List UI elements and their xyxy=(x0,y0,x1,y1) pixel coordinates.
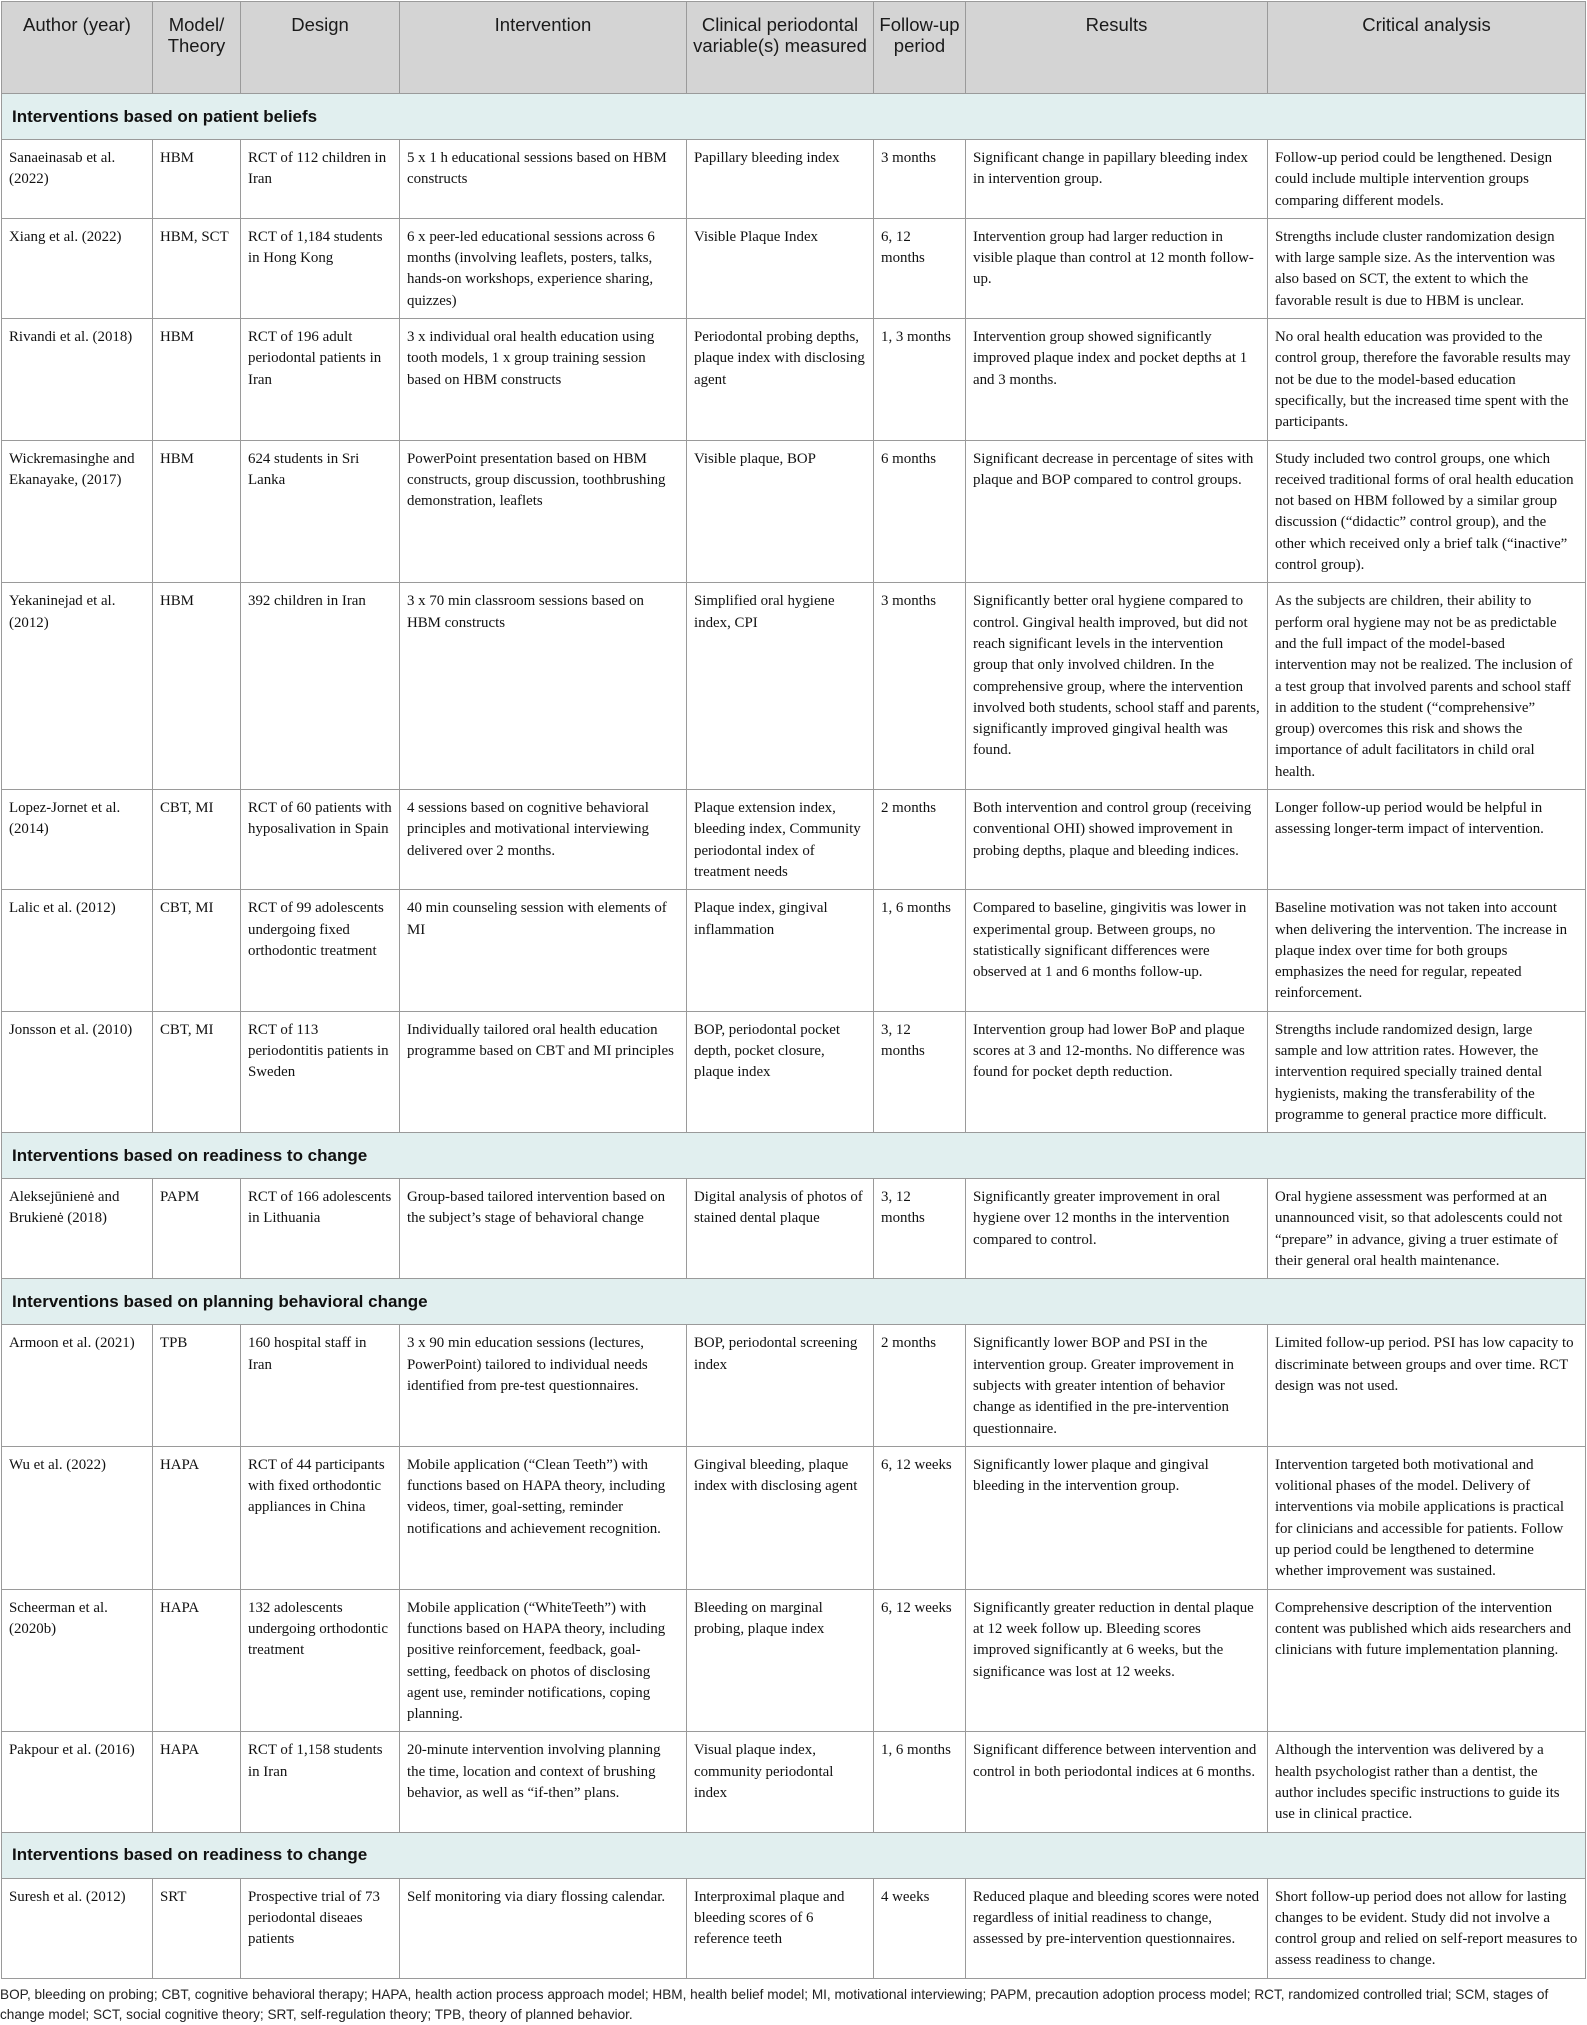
follow-up-cell: 1, 6 months xyxy=(874,890,966,1011)
intervention-cell: 3 x 90 min education sessions (lectures, PowerPoint) tailored to individual needs identified from pre-test questionnaires. xyxy=(400,1325,687,1446)
intervention-cell: 20-minute intervention involving planning the time, location and context of brushing behavior, as well as “if-then” plans. xyxy=(400,1732,687,1832)
results-cell: Significantly better oral hygiene compared to control. Gingival health improved, but did not reach significant levels in the intervention group that only involved children. In the comprehensive group, where the intervention involved both students, school staff and parents, significantly improved gingival health was found. xyxy=(966,583,1268,790)
variables-cell: Plaque index, gingival inflammation xyxy=(687,890,874,1011)
variables-cell: Interproximal plaque and bleeding scores of 6 reference teeth xyxy=(687,1878,874,1978)
table-header xyxy=(2,2,1586,94)
critical-analysis-cell: As the subjects are children, their ability to perform oral hygiene may not be as predictable and the full impact of the model-based intervention may not be realized. The inclusion of a test group that involved parents and school staff in addition to the student (“comprehensive” group) overcomes this risk and shows the importance of adult facilitators in child oral health. xyxy=(1268,583,1586,790)
design-cell: RCT of 99 adolescents undergoing fixed orthodontic treatment xyxy=(241,890,400,1011)
critical-analysis-cell: Study included two control groups, one which received traditional forms of oral health education not based on HBM followed by a similar group discussion (“didactic” control group), and the other which received only a brief talk (“inactive” control group). xyxy=(1268,440,1586,583)
critical-analysis-cell: Strengths include randomized design, large sample and low attrition rates. However, the intervention required specially trained dental hygienists, making the transferability of the programme to general practice more difficult. xyxy=(1268,1011,1586,1132)
model-cell: HBM, SCT xyxy=(153,218,241,318)
critical-analysis-cell: Longer follow-up period would be helpful in assessing longer-term impact of intervention. xyxy=(1268,790,1586,890)
col-header-design: Design xyxy=(241,2,400,94)
variables-cell: Gingival bleeding, plaque index with disclosing agent xyxy=(687,1446,874,1589)
author-cell: Sanaeinasab et al. (2022) xyxy=(2,140,153,219)
results-cell: Significant decrease in percentage of sites with plaque and BOP compared to control groups. xyxy=(966,440,1268,583)
section-header-row xyxy=(2,1279,1586,1325)
results-cell: Significantly greater reduction in dental plaque at 12 week follow up. Bleeding scores improved significantly at 6 weeks, but the significance was lost at 12 weeks. xyxy=(966,1589,1268,1732)
table-row xyxy=(2,790,1586,890)
results-cell: Significantly greater improvement in oral hygiene over 12 months in the intervention compared to control. xyxy=(966,1179,1268,1279)
follow-up-cell: 3, 12 months xyxy=(874,1179,966,1279)
design-cell: RCT of 166 adolescents in Lithuania xyxy=(241,1179,400,1279)
design-cell: 392 children in Iran xyxy=(241,583,400,790)
follow-up-cell: 2 months xyxy=(874,790,966,890)
variables-cell: Simplified oral hygiene index, CPI xyxy=(687,583,874,790)
design-cell: RCT of 44 participants with fixed orthodontic appliances in China xyxy=(241,1446,400,1589)
intervention-cell: 4 sessions based on cognitive behavioral principles and motivational interviewing delivered over 2 months. xyxy=(400,790,687,890)
col-header-author: Author (year) xyxy=(2,2,153,94)
results-cell: Intervention group had lower BoP and plaque scores at 3 and 12-months. No difference was found for pocket depth reduction. xyxy=(966,1011,1268,1132)
follow-up-cell: 6, 12 months xyxy=(874,218,966,318)
critical-analysis-cell: Comprehensive description of the intervention content was published which aids researchers and clinicians with future implementation planning. xyxy=(1268,1589,1586,1732)
author-cell: Lalic et al. (2012) xyxy=(2,890,153,1011)
table-row xyxy=(2,1325,1586,1446)
critical-analysis-cell: Short follow-up period does not allow for lasting changes to be evident. Study did not involve a control group and relied on self-report measures to assess readiness to change. xyxy=(1268,1878,1586,1978)
author-cell: Armoon et al. (2021) xyxy=(2,1325,153,1446)
col-header-clinical-variables: Clinical periodontal variable(s) measured xyxy=(687,2,874,94)
critical-analysis-cell: No oral health education was provided to the control group, therefore the favorable results may not be due to the model-based education specifically, but the increased time spent with the participants. xyxy=(1268,319,1586,440)
design-cell: 624 students in Sri Lanka xyxy=(241,440,400,583)
variables-cell: Plaque extension index, bleeding index, Community periodontal index of treatment needs xyxy=(687,790,874,890)
results-cell: Significantly lower plaque and gingival bleeding in the intervention group. xyxy=(966,1446,1268,1589)
critical-analysis-cell: Although the intervention was delivered by a health psychologist rather than a dentist, the author includes specific instructions to guide its use in clinical practice. xyxy=(1268,1732,1586,1832)
design-cell: RCT of 1,184 students in Hong Kong xyxy=(241,218,400,318)
critical-analysis-cell: Limited follow-up period. PSI has low capacity to discriminate between groups and over time. RCT design was not used. xyxy=(1268,1325,1586,1446)
section-title: Interventions based on readiness to change xyxy=(2,1832,1586,1878)
design-cell: RCT of 113 periodontitis patients in Sweden xyxy=(241,1011,400,1132)
results-cell: Both intervention and control group (receiving conventional OHI) showed improvement in probing depths, plaque and bleeding indices. xyxy=(966,790,1268,890)
follow-up-cell: 1, 6 months xyxy=(874,1732,966,1832)
variables-cell: BOP, periodontal pocket depth, pocket closure, plaque index xyxy=(687,1011,874,1132)
follow-up-cell: 4 weeks xyxy=(874,1878,966,1978)
table-row xyxy=(2,1011,1586,1132)
author-cell: Suresh et al. (2012) xyxy=(2,1878,153,1978)
critical-analysis-cell: Baseline motivation was not taken into account when delivering the intervention. The increase in plaque index over time for both groups emphasizes the need for regular, repeated reinforcement. xyxy=(1268,890,1586,1011)
section-header-row xyxy=(2,94,1586,140)
results-cell: Intervention group had larger reduction in visible plaque than control at 12 month follow-up. xyxy=(966,218,1268,318)
variables-cell: Periodontal probing depths, plaque index with disclosing agent xyxy=(687,319,874,440)
model-cell: HAPA xyxy=(153,1446,241,1589)
section-header-row xyxy=(2,1133,1586,1179)
results-cell: Significant difference between intervention and control in both periodontal indices at 6 months. xyxy=(966,1732,1268,1832)
follow-up-cell: 1, 3 months xyxy=(874,319,966,440)
col-header-results: Results xyxy=(966,2,1268,94)
follow-up-cell: 3 months xyxy=(874,140,966,219)
intervention-cell: Mobile application (“WhiteTeeth”) with functions based on HAPA theory, including positive reinforcement, feedback, goal-setting, feedback on photos of disclosing agent use, reminder notifications, coping planning. xyxy=(400,1589,687,1732)
author-cell: Scheerman et al. (2020b) xyxy=(2,1589,153,1732)
author-cell: Wickremasinghe and Ekanayake, (2017) xyxy=(2,440,153,583)
author-cell: Jonsson et al. (2010) xyxy=(2,1011,153,1132)
variables-cell: BOP, periodontal screening index xyxy=(687,1325,874,1446)
table-row xyxy=(2,1179,1586,1279)
follow-up-cell: 6 months xyxy=(874,440,966,583)
intervention-cell: Individually tailored oral health education programme based on CBT and MI principles xyxy=(400,1011,687,1132)
section-title: Interventions based on planning behavioral change xyxy=(2,1279,1586,1325)
critical-analysis-cell: Oral hygiene assessment was performed at an unannounced visit, so that adolescents could not “prepare” in advance, giving a truer estimate of their general oral health maintenance. xyxy=(1268,1179,1586,1279)
intervention-cell: 40 min counseling session with elements of MI xyxy=(400,890,687,1011)
variables-cell: Visual plaque index, community periodontal index xyxy=(687,1732,874,1832)
author-cell: Rivandi et al. (2018) xyxy=(2,319,153,440)
results-cell: Significantly lower BOP and PSI in the intervention group. Greater improvement in subjects with greater intention of behavior change as identified in the pre-intervention questionnaire. xyxy=(966,1325,1268,1446)
col-header-critical-analysis: Critical analysis xyxy=(1268,2,1586,94)
follow-up-cell: 3, 12 months xyxy=(874,1011,966,1132)
design-cell: RCT of 196 adult periodontal patients in Iran xyxy=(241,319,400,440)
intervention-cell: 5 x 1 h educational sessions based on HBM constructs xyxy=(400,140,687,219)
results-cell: Reduced plaque and bleeding scores were noted regardless of initial readiness to change, assessed by pre-intervention questionnaires. xyxy=(966,1878,1268,1978)
author-cell: Yekaninejad et al. (2012) xyxy=(2,583,153,790)
variables-cell: Papillary bleeding index xyxy=(687,140,874,219)
author-cell: Aleksejūnienė and Brukienė (2018) xyxy=(2,1179,153,1279)
author-cell: Xiang et al. (2022) xyxy=(2,218,153,318)
col-header-intervention: Intervention xyxy=(400,2,687,94)
variables-cell: Visible Plaque Index xyxy=(687,218,874,318)
table-body xyxy=(2,94,1586,1979)
design-cell: RCT of 60 patients with hyposalivation in Spain xyxy=(241,790,400,890)
design-cell: 132 adolescents undergoing orthodontic treatment xyxy=(241,1589,400,1732)
critical-analysis-cell: Strengths include cluster randomization design with large sample size. As the intervention was also based on SCT, the extent to which the favorable result is due to HBM is unclear. xyxy=(1268,218,1586,318)
table-row xyxy=(2,319,1586,440)
intervention-cell: 6 x peer-led educational sessions across 6 months (involving leaflets, posters, talks, hands-on workshops, experience sharing, quizzes) xyxy=(400,218,687,318)
section-title: Interventions based on readiness to change xyxy=(2,1133,1586,1179)
author-cell: Wu et al. (2022) xyxy=(2,1446,153,1589)
table-row xyxy=(2,1446,1586,1589)
table-row xyxy=(2,1878,1586,1978)
follow-up-cell: 2 months xyxy=(874,1325,966,1446)
model-cell: CBT, MI xyxy=(153,1011,241,1132)
model-cell: HAPA xyxy=(153,1589,241,1732)
design-cell: Prospective trial of 73 periodontal diseaes patients xyxy=(241,1878,400,1978)
intervention-cell: Self monitoring via diary flossing calendar. xyxy=(400,1878,687,1978)
model-cell: HBM xyxy=(153,440,241,583)
intervention-cell: Group-based tailored intervention based on the subject’s stage of behavioral change xyxy=(400,1179,687,1279)
model-cell: TPB xyxy=(153,1325,241,1446)
variables-cell: Digital analysis of photos of stained dental plaque xyxy=(687,1179,874,1279)
intervention-cell: 3 x individual oral health education using tooth models, 1 x group training session based on HBM constructs xyxy=(400,319,687,440)
variables-cell: Visible plaque, BOP xyxy=(687,440,874,583)
follow-up-cell: 6, 12 weeks xyxy=(874,1589,966,1732)
follow-up-cell: 6, 12 weeks xyxy=(874,1446,966,1589)
model-cell: SRT xyxy=(153,1878,241,1978)
results-cell: Significant change in papillary bleeding index in intervention group. xyxy=(966,140,1268,219)
table-row xyxy=(2,1589,1586,1732)
section-header-row xyxy=(2,1832,1586,1878)
model-cell: HAPA xyxy=(153,1732,241,1832)
section-title: Interventions based on patient beliefs xyxy=(2,94,1586,140)
table-row xyxy=(2,218,1586,318)
critical-analysis-cell: Follow-up period could be lengthened. Design could include multiple intervention groups comparing different models. xyxy=(1268,140,1586,219)
header-row xyxy=(2,2,1586,94)
table-row xyxy=(2,440,1586,583)
follow-up-cell: 3 months xyxy=(874,583,966,790)
design-cell: RCT of 1,158 students in Iran xyxy=(241,1732,400,1832)
table-row xyxy=(2,140,1586,219)
critical-analysis-cell: Intervention targeted both motivational and volitional phases of the model. Delivery of interventions via mobile applications is practical for clinicians and accessible for patients. Follow up period could be lengthened to determine whether improvement was sustained. xyxy=(1268,1446,1586,1589)
table-row xyxy=(2,1732,1586,1832)
results-cell: Intervention group showed significantly improved plaque index and pocket depths at 1 and 3 months. xyxy=(966,319,1268,440)
model-cell: PAPM xyxy=(153,1179,241,1279)
intervention-cell: Mobile application (“Clean Teeth”) with functions based on HAPA theory, including videos, timer, goal-setting, reminder notifications and achievement recognition. xyxy=(400,1446,687,1589)
col-header-model: Model/ Theory xyxy=(153,2,241,94)
model-cell: HBM xyxy=(153,140,241,219)
intervention-cell: PowerPoint presentation based on HBM constructs, group discussion, toothbrushing demonstration, leaflets xyxy=(400,440,687,583)
abbreviations-footnote: BOP, bleeding on probing; CBT, cognitive behavioral therapy; HAPA, health action process approach model; HBM, health belief model; MI, motivational interviewing; PAPM, precaution adoption process model; RCT, randomized controlled trial; SCM, stages of change model; SCT, social cognitive theory; SRT, self-regulation theory; TPB, theory of planned behavior. xyxy=(0,1987,1549,2022)
intervention-cell: 3 x 70 min classroom sessions based on HBM constructs xyxy=(400,583,687,790)
model-cell: HBM xyxy=(153,583,241,790)
design-cell: RCT of 112 children in Iran xyxy=(241,140,400,219)
results-cell: Compared to baseline, gingivitis was lower in experimental group. Between groups, no statistically significant differences were observed at 1 and 6 months follow-up. xyxy=(966,890,1268,1011)
col-header-follow-up: Follow-up period xyxy=(874,2,966,94)
evidence-table xyxy=(1,1,1586,1979)
model-cell: CBT, MI xyxy=(153,890,241,1011)
author-cell: Pakpour et al. (2016) xyxy=(2,1732,153,1832)
design-cell: 160 hospital staff in Iran xyxy=(241,1325,400,1446)
table-row xyxy=(2,890,1586,1011)
author-cell: Lopez-Jornet et al. (2014) xyxy=(2,790,153,890)
model-cell: HBM xyxy=(153,319,241,440)
variables-cell: Bleeding on marginal probing, plaque index xyxy=(687,1589,874,1732)
table-row xyxy=(2,583,1586,790)
model-cell: CBT, MI xyxy=(153,790,241,890)
